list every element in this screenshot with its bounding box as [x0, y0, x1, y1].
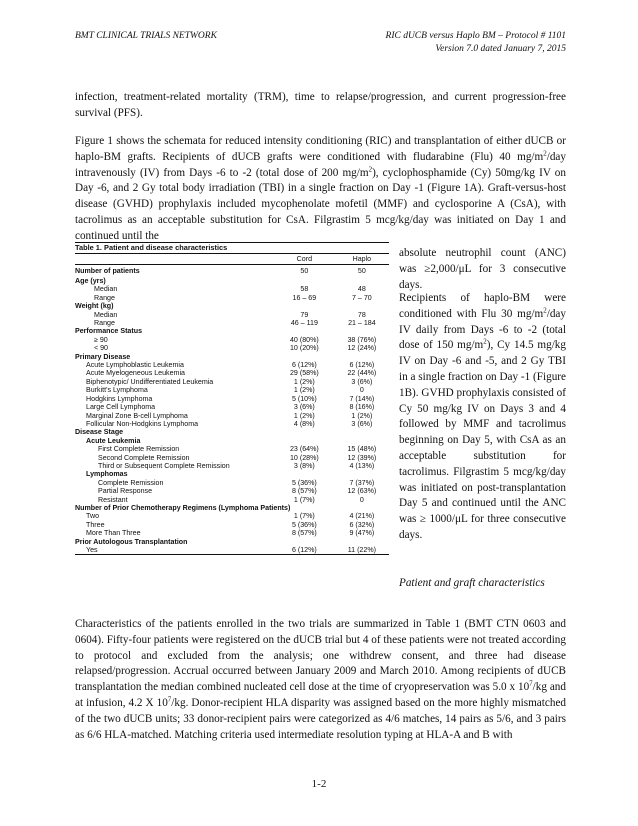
cord-value: 46 – 119 [290, 319, 318, 328]
paragraph-haplo-conditioning [399, 291, 566, 544]
row-label: < 90 [94, 344, 109, 353]
haplo-value: 11 (22%) [335, 546, 389, 555]
text-run: /kg and at infusion, 4.2 X 10 [75, 681, 566, 709]
table-row [75, 521, 389, 529]
row-label: Follicular Non-Hodgkins Lymphoma [86, 419, 199, 428]
haplo-value: 0 [359, 386, 364, 395]
table-row [75, 479, 389, 487]
row-label: Complete Remission [98, 478, 164, 487]
cord-value: 1 (2%) [293, 411, 315, 420]
row-label: Two [86, 512, 100, 521]
table-row [75, 285, 389, 293]
table-row [75, 344, 389, 352]
haplo-value: 7 (37%) [349, 478, 375, 487]
haplo-value: 21 – 184 [348, 319, 376, 328]
row-label: Three [86, 520, 105, 529]
row-label: Number of patients [75, 267, 140, 275]
table-row [75, 265, 389, 278]
haplo-value: 12 (39%) [347, 453, 377, 462]
table-row [75, 319, 389, 327]
table-row [75, 395, 389, 403]
paragraph-outcomes: infection, treatment-related mortality (TRM), time to relapse/progression, and current progression-free survival (PFS). [75, 91, 566, 119]
text-run: ), Cy 14.5 mg/kg IV on Day -6 and -5, and 2 Gy TBI in a single fraction on Day -1 (Figure 1B). GVHD prophylaxis consisted of Cy 50 mg/kg IV on Days 3 and 4 followed by MMF and tacrolimus beginning on Day 5, with CsA as an acceptable substitution for tacrolimus. Filgrastim 5 mcg/kg/day was initiated on post-transplantation Day 5 and continued until the ANC was ≥ 1000/μL for three consecutive days. [399, 339, 566, 541]
table-section-row [75, 538, 389, 546]
cord-value: 1 (7%) [293, 495, 315, 504]
row-label: Range [94, 319, 115, 328]
row-label: Resistant [98, 495, 128, 504]
cord-value: 29 (58%) [289, 369, 319, 378]
section-label: Age (yrs) [75, 277, 106, 285]
haplo-value: 8 (16%) [349, 403, 375, 412]
superscript: 2 [368, 164, 373, 173]
haplo-value: 9 (47%) [349, 529, 375, 538]
row-label: Burkitt's Lymphoma [86, 386, 148, 395]
cord-value: 10 (20%) [289, 344, 319, 353]
row-label: Partial Response [98, 487, 153, 496]
cord-value: 6 (12%) [291, 361, 317, 370]
table-section-row [75, 277, 389, 285]
row-label: Median [94, 310, 118, 319]
table-section-row [75, 302, 389, 310]
text-run: Figure 1 shows the schemata for reduced intensity conditioning (RIC) and transplantation of either dUCB or haplo-BM grafts. Recipients of dUCB grafts were conditioned with fludarabine (Flu) 40 mg/m [75, 135, 566, 163]
row-label: Third or Subsequent Complete Remission [98, 461, 230, 470]
table-section-row [75, 353, 389, 361]
table-row [75, 454, 389, 462]
table-subsection-row [75, 470, 389, 478]
table-row [75, 462, 389, 470]
section-label: Prior Autologous Transplantation [75, 537, 188, 546]
table-header-row [75, 254, 389, 265]
table-section-row [75, 428, 389, 436]
cord-value: 5 (10%) [291, 394, 317, 403]
row-label: Hodgkins Lymphoma [86, 394, 153, 403]
superscript: 7 [167, 695, 172, 704]
superscript: 7 [529, 679, 533, 688]
version-date: Version 7.0 dated January 7, 2015 [435, 44, 566, 54]
row-label: Second Complete Remission [98, 453, 190, 462]
paragraph-dUCB-conditioning [75, 134, 566, 245]
row-label: ≥ 90 [94, 335, 108, 344]
table-section-row [75, 504, 389, 512]
cord-value: 40 (80%) [289, 335, 319, 344]
table-row [75, 487, 389, 495]
row-label: First Complete Remission [98, 445, 180, 454]
cord-value: 50 [300, 267, 309, 275]
haplo-value: 4 (13%) [349, 461, 375, 470]
haplo-value: 6 (32%) [349, 520, 375, 529]
row-label: More Than Three [86, 529, 141, 538]
haplo-value: 6 (12%) [349, 361, 375, 370]
section-label: Weight (kg) [75, 302, 114, 311]
haplo-value: 50 [357, 267, 366, 275]
haplo-value: 7 (14%) [349, 394, 375, 403]
section-label: Primary Disease [75, 352, 131, 361]
cord-value: 16 – 69 [292, 293, 317, 302]
cord-value: 4 (8%) [293, 419, 315, 428]
section-label: Performance Status [75, 327, 143, 336]
cord-value: 79 [300, 310, 309, 319]
cord-value: 1 (2%) [293, 386, 315, 395]
row-label: Large Cell Lymphoma [86, 403, 156, 412]
cord-value: 58 [300, 285, 309, 294]
row-label: Marginal Zone B-cell Lymphoma [86, 411, 188, 420]
row-label: Range [94, 293, 115, 302]
cord-value: 5 (36%) [291, 478, 317, 487]
table-row [75, 336, 389, 344]
table-patient-characteristics [75, 242, 389, 555]
cord-value: 8 (57%) [291, 487, 317, 496]
section-label: Disease Stage [75, 428, 124, 437]
superscript: 2 [543, 306, 547, 315]
cord-value: 3 (6%) [293, 403, 315, 412]
row-label: Acute Lymphoblastic Leukemia [86, 361, 184, 370]
cord-value: 23 (64%) [289, 445, 319, 454]
row-label: Biphenotypic/ Undifferentiated Leukemia [86, 377, 214, 386]
haplo-value: 78 [357, 310, 366, 319]
haplo-value: 1 (2%) [351, 411, 373, 420]
text-run: Recipients of haplo-BM were conditioned with Flu 30 mg/m [399, 292, 566, 320]
haplo-value: 3 (6%) [351, 377, 373, 386]
cord-value: 5 (36%) [291, 520, 317, 529]
table-row [75, 412, 389, 420]
haplo-value: 12 (63%) [347, 487, 377, 496]
superscript: 2 [543, 149, 547, 158]
table-row [75, 420, 389, 428]
column-header-cord: Cord [274, 254, 335, 265]
table-section-row [75, 327, 389, 335]
superscript: 2 [483, 337, 487, 346]
text-run: /day IV daily from Days -6 to -2 (total dose of 150 mg/m [399, 307, 566, 352]
row-label: Yes [75, 546, 274, 555]
text-run: /day intravenously (IV) from Days -6 to -2 (total dose of 200 mg/m [75, 150, 566, 179]
running-header-right [386, 30, 566, 56]
column-header-haplo: Haplo [335, 254, 389, 265]
subsection-label: Acute Leukemia [86, 436, 141, 445]
table-title: Table 1. Patient and disease characteristics [75, 243, 389, 254]
text-run: /kg. Donor-recipient HLA disparity was assigned based on the more highly mismatched of the two dUCB units; 33 donor-recipient pairs were categorized as 4/6 matches, 14 pairs as 5/6, and 3 pairs as 6/6 HLA-matched. Matching criteria used intermediate resolution typing at HLA-A and B with [75, 696, 567, 741]
table-row [75, 386, 389, 394]
table-row [75, 294, 389, 302]
table-row [75, 378, 389, 386]
table-title-row [75, 243, 389, 254]
cord-value: 6 (12%) [274, 546, 335, 555]
haplo-value: 3 (6%) [351, 419, 373, 428]
haplo-value: 48 [357, 285, 366, 294]
haplo-value: 38 (76%) [347, 335, 377, 344]
page-number: 1-2 [311, 778, 327, 790]
table-row [75, 496, 389, 504]
cord-value: 8 (57%) [291, 529, 317, 538]
row-label: Median [94, 285, 118, 294]
cord-value: 3 (8%) [293, 461, 315, 470]
table-row [75, 403, 389, 411]
haplo-value: 12 (24%) [347, 344, 377, 353]
cord-value: 1 (2%) [293, 377, 315, 386]
table-row [75, 445, 389, 453]
text-run: Characteristics of the patients enrolled in the two trials are summarized in Table 1 (BMT CTN 0603 and 0604). Fifty-four patients were registered on the dUCB trial but 4 of these patients were not treated according to protocol and excluded from the analysis; one withdrew consent, and three had disease relapsed/progression. Accrual occurred between January 2009 and March 2010. Among recipients of dUCB transplantation the median combined nucleated cell dose at the time of cryopreservation was 5.0 x 10 [75, 618, 566, 694]
section-label: Number of Prior Chemotherapy Regimens (Lymphoma Patients) [75, 503, 291, 512]
table-row [75, 361, 389, 369]
table-row [75, 369, 389, 377]
haplo-value: 0 [359, 495, 364, 504]
section-heading-patient-graft: Patient and graft characteristics [399, 577, 545, 589]
table-row [75, 529, 389, 537]
paragraph-anc-criteria: absolute neutrophil count (ANC) was ≥2,000/μL for 3 consecutive days. [399, 247, 566, 291]
haplo-value: 7 – 70 [352, 293, 372, 302]
cord-value: 10 (28%) [289, 453, 319, 462]
paragraph-patient-characteristics [75, 617, 566, 743]
subsection-label: Lymphomas [86, 470, 128, 479]
table-row [75, 311, 389, 319]
text-run: ), cyclophosphamide (Cy) 50mg/kg IV on Day -6, and 2 Gy total body irradiation (TBI) in a single fraction on Day -1 (Figure 1A). Graft-versus-host disease (GVHD) prophylaxis included mycophenolate mofetil (MMF) and cyclosporine A (CsA), with tacrolimus as an acceptable substitution for CsA. Filgrastim 5 mcg/kg/day was initiated on Day 1 and continued until the [75, 166, 566, 242]
table-row [75, 546, 389, 555]
table-subsection-row [75, 437, 389, 445]
haplo-value: 4 (21%) [349, 512, 375, 521]
running-header-left: BMT CLINICAL TRIALS NETWORK [75, 31, 217, 41]
haplo-value: 15 (48%) [347, 445, 377, 454]
cord-value: 1 (7%) [293, 512, 315, 521]
table-row [75, 512, 389, 520]
row-label: Acute Myelogeneous Leukemia [86, 369, 185, 378]
haplo-value: 22 (44%) [347, 369, 377, 378]
protocol-title: RIC dUCB versus Haplo BM – Protocol # 1101 [385, 31, 566, 41]
